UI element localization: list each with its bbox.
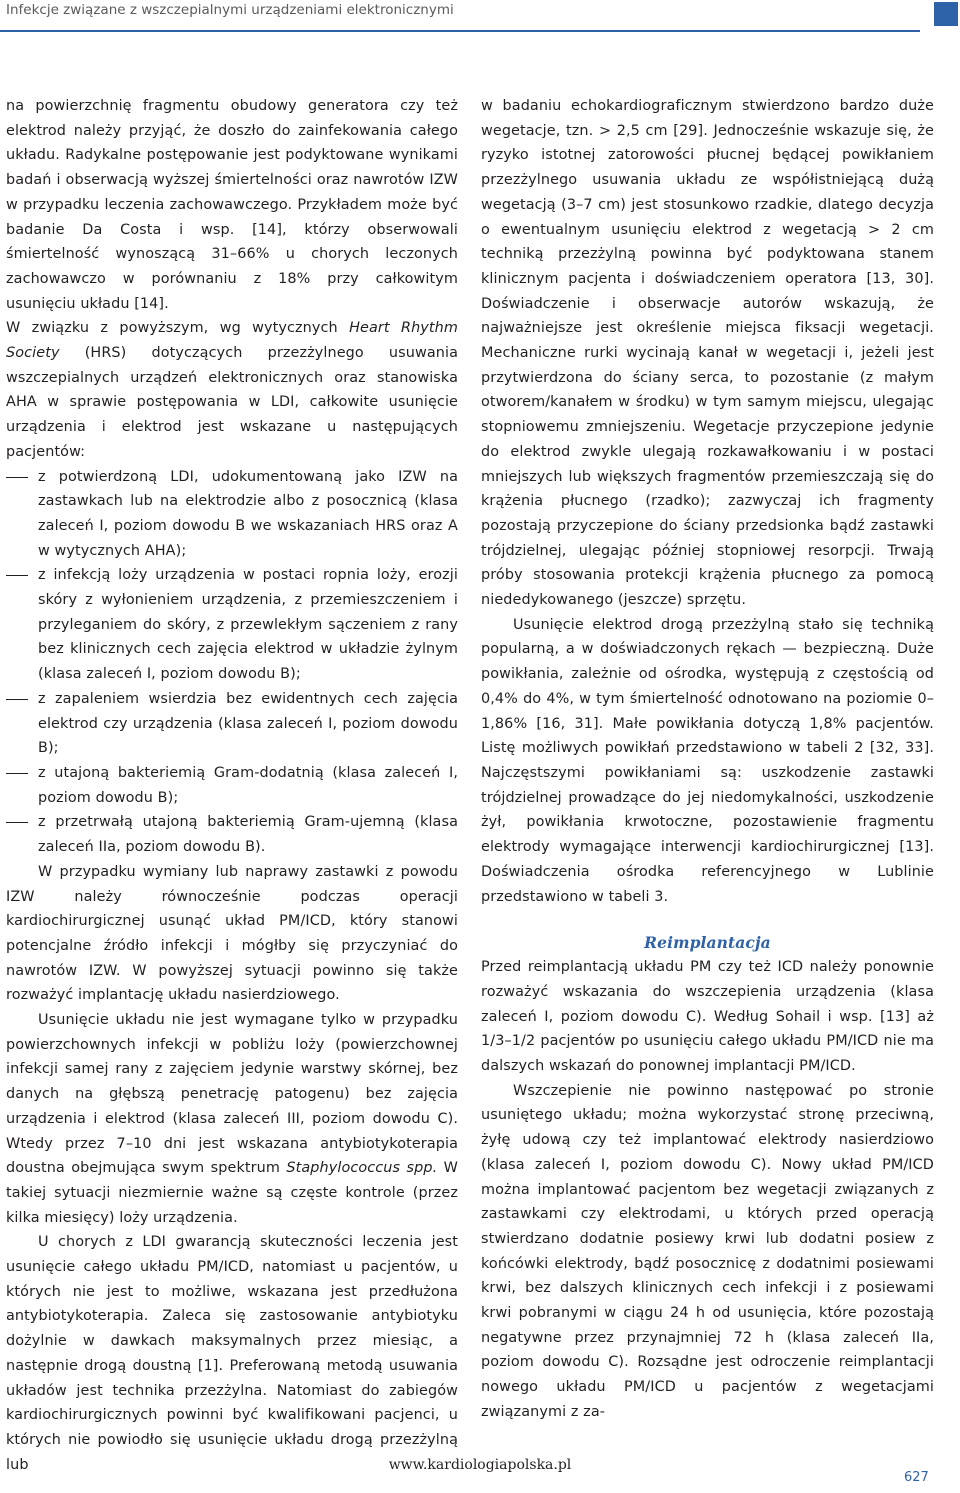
text-span: (HRS) dotyczących przezżylnego usuwania wszczepialnych urządzeń elektronicznych oraz stanowiska AHA w sprawie postępowania w LDI, całkowite usunięcie urządzenia i elektrod jest wskazane u następujących pacjentów: (6, 345, 458, 460)
paragraph: Wszczepienie nie powinno następować po stronie usuniętego układu; można wykorzystać stronę przeciwną, żyłę udową czy też implantować elektrody nasierdziowo (klasa zaleceń I, poziom dowodu C). Nowy układ PM/ICD można implantować pacjentom bez wegetacji związanych z zastawkami czy elektrodami, u których przed operacją stwierdzano dodatnie posiewy krwi lub dodatni posiew z końcówki elektrody, bądź posocznicę z dodatnimi posiewami krwi, bez dalszych klinicznych cech infekcji i z posiewami krwi pobranymi w ciągu 24 h od usunięcia, które pozostają negatywne przez przynajmniej 72 h (klasa zaleceń IIa, poziom dowodu C). Rozsądne jest odroczenie reimplantacji nowego układu PM/ICD u pacjentów z wegetacjami związanymi z za- (481, 1082, 934, 1420)
paragraph (6, 1008, 458, 1230)
header-accent-square (934, 2, 958, 26)
list-item: z utajoną bakteriemią Gram-dodatnią (klasa zaleceń I, poziom dowodu B); (6, 761, 458, 810)
left-column (6, 94, 458, 1477)
header-rule (0, 30, 920, 32)
italic-term: Staphylococcus spp. (286, 1160, 438, 1177)
text-span: W związku z powyższym, wg wytycznych (6, 320, 350, 337)
list-item: z potwierdzoną LDI, udokumentowaną jako IZW na zastawkach lub na elektrodzie albo z posocznicą (klasa zaleceń I, poziom dowodu B we wskazaniach HRS oraz A w wytycznych AHA); (6, 465, 458, 564)
running-title: Infekcje związane z wszczepialnymi urządzeniami elektronicznymi (6, 2, 454, 18)
paragraph: w badaniu echokardiograficznym stwierdzono bardzo duże wegetacje, tzn. > 2,5 cm [29]. Jednocześnie wskazuje się, że ryzyko istotnej zatorowości płucnej będącej powikłaniem przezżylnego usuwania układu ze współistniejącą dużą wegetacją (3–7 cm) jest stosunkowo rzadkie, dlatego decyzja o ewentualnym usunięciu elektrod z wegetacją > 2 cm techniką przezżylną powinna być podyktowana stanem klinicznym pacjenta i doświadczeniem operatora [13, 30]. Doświadczenie i obserwacje autorów wskazują, że najważniejsze jest określenie miejsca fiksacji wegetacji. Mechaniczne rurki wycinają kanał w wegetacji i, jeżeli jest przytwierdzona do ściany serca, to pozostanie (z małym otworem/kanałem w środku) w tym samym miejscu, ulegając stopniowemu zmniejszeniu. Wegetacje przyczepione jedynie do elektrod zwykle ulegają rozkawałkowaniu i w postaci mniejszych lub większych fragmentów przemieszczają się do krążenia płucnego (rzadko); zazwyczaj ich fragmenty pozostają przyczepione do ściany przedsionka bądź zastawki trójdzielnej, ulegając później stopniowej resorpcji. Trwają próby stosowania protekcji krążenia płucnego za pomocą niededykowanego (jeszcze) sprzętu. (481, 98, 934, 609)
page-number: 627 (904, 1470, 929, 1485)
paragraph: Usunięcie elektrod drogą przezżylną stało się techniką popularną, a w doświadczonych rękach — bezpieczną. Duże powikłania, zależnie od ośrodka, występują z częstością od 0,4% do 4%, w tym śmiertelność odnotowano na poziomie 0–1,86% [16, 31]. Małe powikłania dotyczą 1,8% pacjentów. Listę możliwych powikłań przedstawiono w tabeli 2 [32, 33]. Najczęstszymi powikłaniami są: uszkodzenie zastawki trójdzielnej prowadzące do jej niedomykalności, uszkodzenie żył, powikłania krwotoczne, pozostawienie fragmentu elektrody wymagające interwencji kardiochirurgicznej [13]. Doświadczenia ośrodka referencyjnego w Lublinie przedstawiono w tabeli 3. (481, 616, 934, 905)
paragraph: na powierzchnię fragmentu obudowy generatora czy też elektrod należy przyjąć, że doszło do zainfekowania całego układu. Radykalne postępowanie jest podyktowane wynikami badań i obserwacją wyższej śmiertelności oraz nawrotów IZW w przypadku leczenia zachowawczego. Przykładem może być badanie Da Costa i wsp. [14], którzy obserwowali śmiertelność wynoszącą 31–66% u chorych leczonych zachowawczo w porównaniu z 18% przy całkowitym usunięciu układu [14]. (6, 98, 458, 312)
list-item: z infekcją loży urządzenia w postaci ropnia loży, erozji skóry z wyłonieniem urządzenia, z przemieszczeniem i przyleganiem do skóry, z przewlekłym sączeniem z rany bez klinicznych cech zajęcia elektrod w układzie żylnym (klasa zaleceń I, poziom dowodu B); (6, 563, 458, 687)
italic-term: Heart Rhythm Society (6, 320, 458, 362)
paragraph: W przypadku wymiany lub naprawy zastawki z powodu IZW należy równocześnie podczas operacji kardiochirurgicznej usunąć układ PM/ICD, który stanowi potencjalne źródło infekcji i mógłby się przyczyniać do nawrotów IZW. W powyższej sytuacji powinno się także rozważyć implantację układu nasierdziowego. (6, 863, 458, 1004)
right-column (481, 94, 934, 1425)
paragraph: U chorych z LDI gwarancją skuteczności leczenia jest usunięcie całego układu PM/ICD, natomiast u pacjentów, u których nie jest to możliwe, wskazana jest przedłużona antybiotykoterapia. Zaleca się zastosowanie antybiotyku dożylnie w dawkach maksymalnych przez miesiąc, a następnie drogą doustną [1]. Preferowaną metodą usuwania układów jest technika przezżylna. Natomiast do zabiegów kardiochirurgicznych powinni być kwalifikowani pacjenci, u których nie powiodło się usunięcie układu drogą przezżylną lub (6, 1234, 458, 1473)
paragraph: Przed reimplantacją układu PM czy też ICD należy ponownie rozważyć wskazania do wszczepienia urządzenia (klasa zaleceń I, poziom dowodu C). Według Sohail i wsp. [13] aż 1/3–1/2 pacjentów po usunięciu całego układu PM/ICD nie ma dalszych wskazań do ponownej implantacji PM/ICD. (481, 959, 934, 1075)
indication-list (6, 465, 458, 860)
section-heading: Reimplantacja (644, 933, 771, 953)
list-item: z przetrwałą utajoną bakteriemią Gram-ujemną (klasa zaleceń IIa, poziom dowodu B). (6, 810, 458, 859)
text-span: W takiej sytuacji niezmiernie ważne są częste kontrole (przez kilka miesięcy) loży urządzenia. (6, 1160, 458, 1226)
journal-url: www.kardiologiapolska.pl (388, 1457, 572, 1473)
text-span: Usunięcie układu nie jest wymagane tylko w przypadku powierzchownych infekcji w pobliżu loży (powierzchownej infekcji samej rany z zajęciem jedynie warstwy skórnej, bez danych na głębszą penetrację patogenu) bez zajęcia urządzenia i elektrod (klasa zaleceń III, poziom dowodu C). Wtedy przez 7–10 dni jest wskazana antybiotykoterapia doustna obejmująca swym spektrum (6, 1012, 458, 1177)
list-item: z zapaleniem wsierdzia bez ewidentnych cech zajęcia elektrod czy urządzenia (klasa zaleceń I, poziom dowodu B); (6, 687, 458, 761)
paragraph (6, 316, 458, 464)
